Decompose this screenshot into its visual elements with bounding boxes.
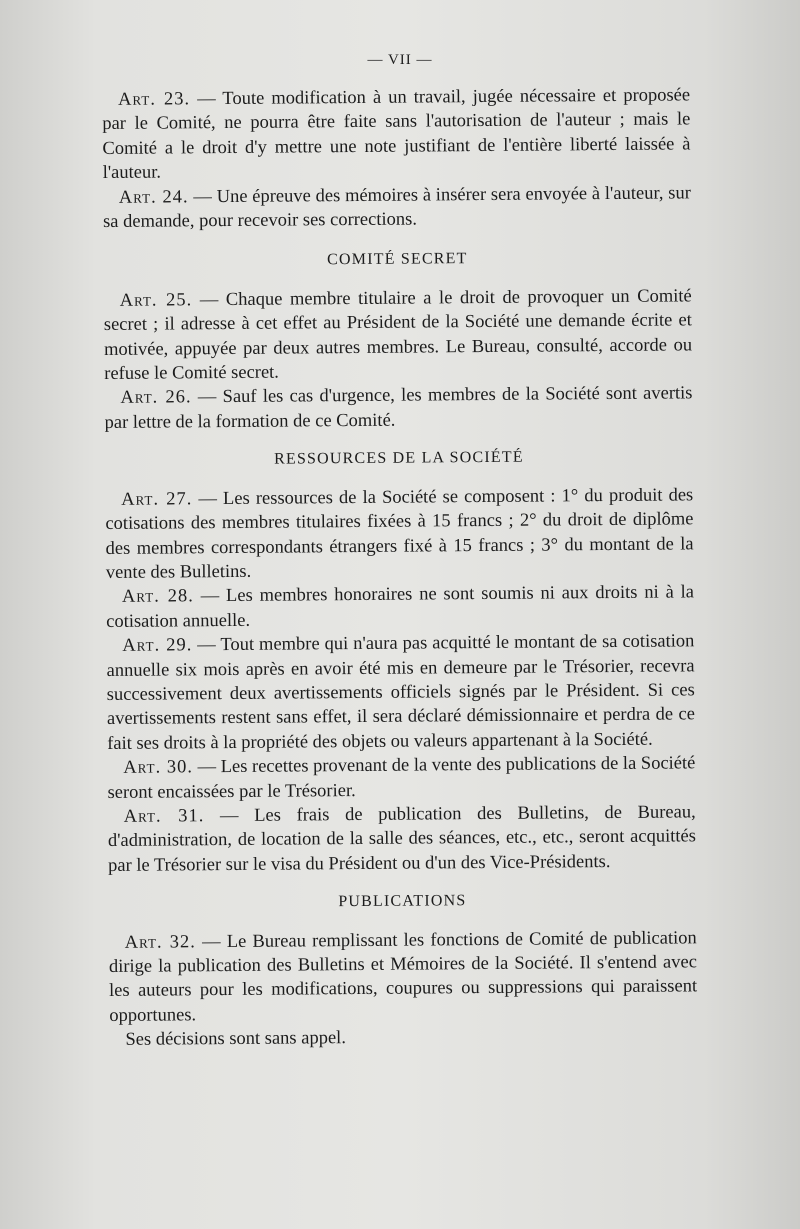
article-label: Art. 32. <box>124 931 196 953</box>
article-25 <box>104 284 693 386</box>
article-text: — Les membres honoraires ne sont soumis ni aux droits ni à la cotisation annuelle. <box>106 582 695 632</box>
article-label: Art. 25. <box>119 290 193 311</box>
article-28 <box>106 581 694 634</box>
article-text: — Les frais de publication des Bulletins, de Bureau, d'administration, de location de la salle des séances, etc., etc., seront acquittés par le Trésorier sur le visa du Président ou d'un des Vice-Présidents. <box>107 802 696 876</box>
article-text: — Les recettes provenant de la vente des publications de la Société seront encaissées par le Trésorier. <box>107 753 696 803</box>
article-text: — Le Bureau remplissant les fonctions de Comité de publication dirige la publication des Bulletins et Mémoires de la Société. Il s'entend avec les auteurs pour les modifications, coupures ou suppressions qui paraissent opportunes. <box>108 927 698 1026</box>
article-text: — Une épreuve des mémoires à insérer sera envoyée à l'auteur, sur sa demande, pour recevoir ses corrections. <box>102 183 691 233</box>
article-text: — Toute modification à un travail, jugée nécessaire et proposée par le Comité, ne pourra être faite sans l'autorisation de l'auteur ; mais le Comité a le droit d'y mettre une note justifiant de l'entière liberté laissée à l'auteur. <box>102 85 691 184</box>
article-label: Art. 27. <box>121 488 193 510</box>
body-text <box>102 83 698 1052</box>
closing-sentence <box>109 1024 697 1053</box>
section-heading-ressources: RESSOURCES DE LA SOCIÉTÉ <box>273 448 524 468</box>
section-heading-comite-secret: COMITÉ SECRET <box>327 250 468 269</box>
article-text: — Chaque membre titulaire a le droit de provoquer un Comité secret ; il adresse à cet effet au Président de la Société une demande écrite et motivée, appuyée par deux autres membres. Le Bureau, consulté, accorde ou refuse le Comité secret. <box>103 286 693 385</box>
article-26 <box>104 382 692 435</box>
article-label: Art. 30. <box>123 757 193 779</box>
article-text: — Sauf les cas d'urgence, les membres de la Société sont avertis par lettre de la formation de ce Comité. <box>104 383 693 433</box>
article-32 <box>109 926 698 1028</box>
article-text: — Tout membre qui n'aura pas acquitté le montant de sa cotisation annuelle six mois après en avoir été mis en demeure par le Trésorier, recevra successivement deux avertissements officiels signés par le Président. Si ces avertissements restent sans effet, il sera déclaré démissionnaire et perdra de ce fait ses droits à la propriété des objets ou valeurs appartenant à la Société. <box>106 631 696 754</box>
article-30 <box>107 752 695 805</box>
article-text: Ses décisions sont sans appel. <box>125 1028 346 1051</box>
article-23 <box>102 83 691 185</box>
article-text: — Les ressources de la Société se composent : 1° du produit des cotisations des membres titulaires fixées à 15 francs ; 2° du droit de diplôme des membres correspondants étrangers fixé à 15 francs ; 3° du montant de la vente des Bulletins. <box>105 485 694 583</box>
article-27 <box>105 483 694 585</box>
article-label: Art. 26. <box>120 387 192 409</box>
article-label: Art. 28. <box>121 586 194 608</box>
article-label: Art. 31. <box>123 806 205 827</box>
article-label: Art. 23. <box>118 89 191 110</box>
article-24 <box>103 181 691 234</box>
article-29 <box>106 629 695 756</box>
article-label: Art. 24. <box>118 186 189 208</box>
article-31 <box>108 800 697 878</box>
article-label: Art. 29. <box>122 635 193 656</box>
page-number: — VII — <box>367 52 433 68</box>
section-heading-publications: PUBLICATIONS <box>338 892 467 911</box>
